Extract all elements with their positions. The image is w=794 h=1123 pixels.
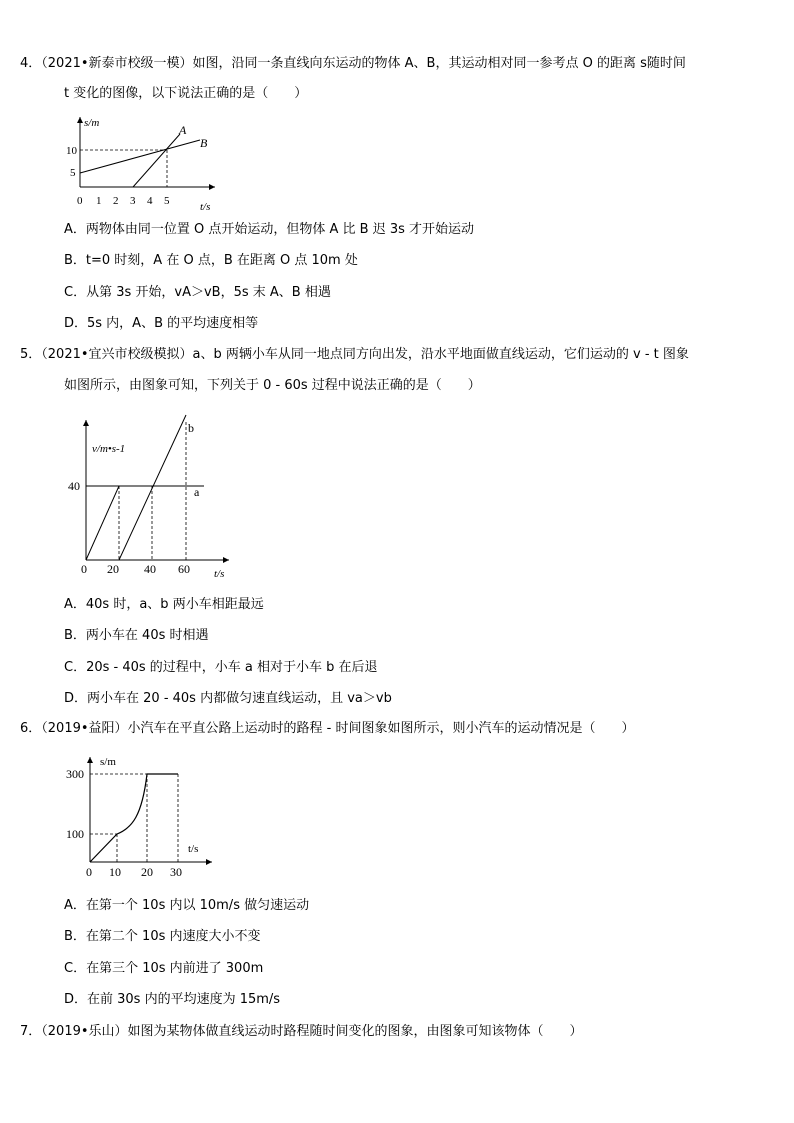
- line-a: [86, 486, 119, 560]
- question-4-stem: [20, 54, 686, 74]
- question-7-stem: [20, 1022, 583, 1042]
- question-text: （2019•益阳）小汽车在平直公路上运动时的路程 - 时间图象如图所示，则小汽车的运动情况是（ ）: [41, 721, 635, 736]
- x-tick: 1: [96, 195, 102, 207]
- option-d[interactable]: D．两小车在 20 - 40s 内都做匀速直线运动，且 va＞vb: [64, 691, 392, 706]
- line-b: [80, 140, 200, 173]
- question-5-stem-cont: 如图所示，由图象可知，下列关于 0 - 60s 过程中说法正确的是（ ）: [64, 378, 481, 393]
- option-b[interactable]: B．在第二个 10s 内速度大小不变: [64, 929, 261, 944]
- s-t-curve: [90, 774, 178, 862]
- x-axis-label: t/s: [214, 568, 225, 580]
- graph-q6: [62, 752, 222, 882]
- line-a: [133, 134, 180, 187]
- line-a-label: A: [179, 123, 187, 137]
- question-4-stem-cont: t 变化的图像，以下说法正确的是（ ）: [64, 86, 308, 101]
- y-tick: 5: [70, 167, 76, 179]
- x-tick: 60: [178, 562, 190, 576]
- x-tick: 5: [164, 195, 170, 207]
- option-c[interactable]: C．从第 3s 开始，vA＞vB，5s 末 A、B 相遇: [64, 285, 331, 300]
- x-tick: 3: [130, 195, 136, 207]
- x-tick: 20: [107, 562, 119, 576]
- x-tick: 4: [147, 195, 153, 207]
- y-tick: 40: [68, 479, 80, 493]
- question-5-stem: [20, 345, 689, 365]
- line-b-label: b: [188, 421, 194, 435]
- option-c[interactable]: C．20s - 40s 的过程中，小车 a 相对于小车 b 在后退: [64, 660, 378, 675]
- x-tick: 0: [81, 562, 87, 576]
- question-number: 6．: [20, 721, 42, 736]
- x-tick: 0: [77, 195, 83, 207]
- question-6-stem: [20, 719, 635, 739]
- question-number: 7．: [20, 1024, 42, 1039]
- option-b[interactable]: B．两小车在 40s 时相遇: [64, 628, 209, 643]
- graph-q4: [60, 112, 230, 212]
- x-axis-label: t/s: [200, 201, 211, 213]
- x-tick: 2: [113, 195, 119, 207]
- y-axis-label: s/m: [84, 117, 100, 129]
- x-axis-label: t/s: [188, 843, 199, 855]
- y-axis-label: v/m•s-1: [92, 443, 126, 455]
- x-tick: 10: [109, 865, 121, 879]
- line-b: [119, 415, 186, 560]
- question-text: （2021•新泰市校级一模）如图，沿同一条直线向东运动的物体 A、B，其运动相对同一参考点 O 的距离 s随时间: [41, 56, 686, 71]
- graph-q5: [64, 410, 244, 585]
- option-d[interactable]: D．5s 内，A、B 的平均速度相等: [64, 316, 259, 331]
- question-number: 4．: [20, 56, 42, 71]
- option-a[interactable]: A．40s 时，a、b 两小车相距最远: [64, 597, 264, 612]
- line-b-label: B: [200, 136, 208, 150]
- y-axis-label: s/m: [100, 756, 116, 768]
- option-c[interactable]: C．在第三个 10s 内前进了 300m: [64, 961, 264, 976]
- question-text: （2021•宜兴市校级模拟）a、b 两辆小车从同一地点同方向出发，沿水平地面做直线运动，它们运动的 v - t 图象: [41, 347, 689, 362]
- y-tick: 10: [66, 145, 77, 157]
- y-tick: 300: [66, 767, 84, 781]
- question-text: （2019•乐山）如图为某物体做直线运动时路程随时间变化的图象，由图象可知该物体（ ）: [41, 1024, 583, 1039]
- option-a[interactable]: A．在第一个 10s 内以 10m/s 做匀速运动: [64, 898, 310, 913]
- option-b[interactable]: B．t=0 时刻，A 在 O 点，B 在距离 O 点 10m 处: [64, 253, 358, 268]
- y-tick: 100: [66, 827, 84, 841]
- line-a-label: a: [194, 485, 200, 499]
- question-number: 5．: [20, 347, 42, 362]
- option-a[interactable]: A．两物体由同一位置 O 点开始运动，但物体 A 比 B 迟 3s 才开始运动: [64, 222, 475, 237]
- x-tick: 20: [141, 865, 153, 879]
- x-tick: 0: [86, 865, 92, 879]
- x-tick: 40: [144, 562, 156, 576]
- option-d[interactable]: D．在前 30s 内的平均速度为 15m/s: [64, 992, 281, 1007]
- x-tick: 30: [170, 865, 182, 879]
